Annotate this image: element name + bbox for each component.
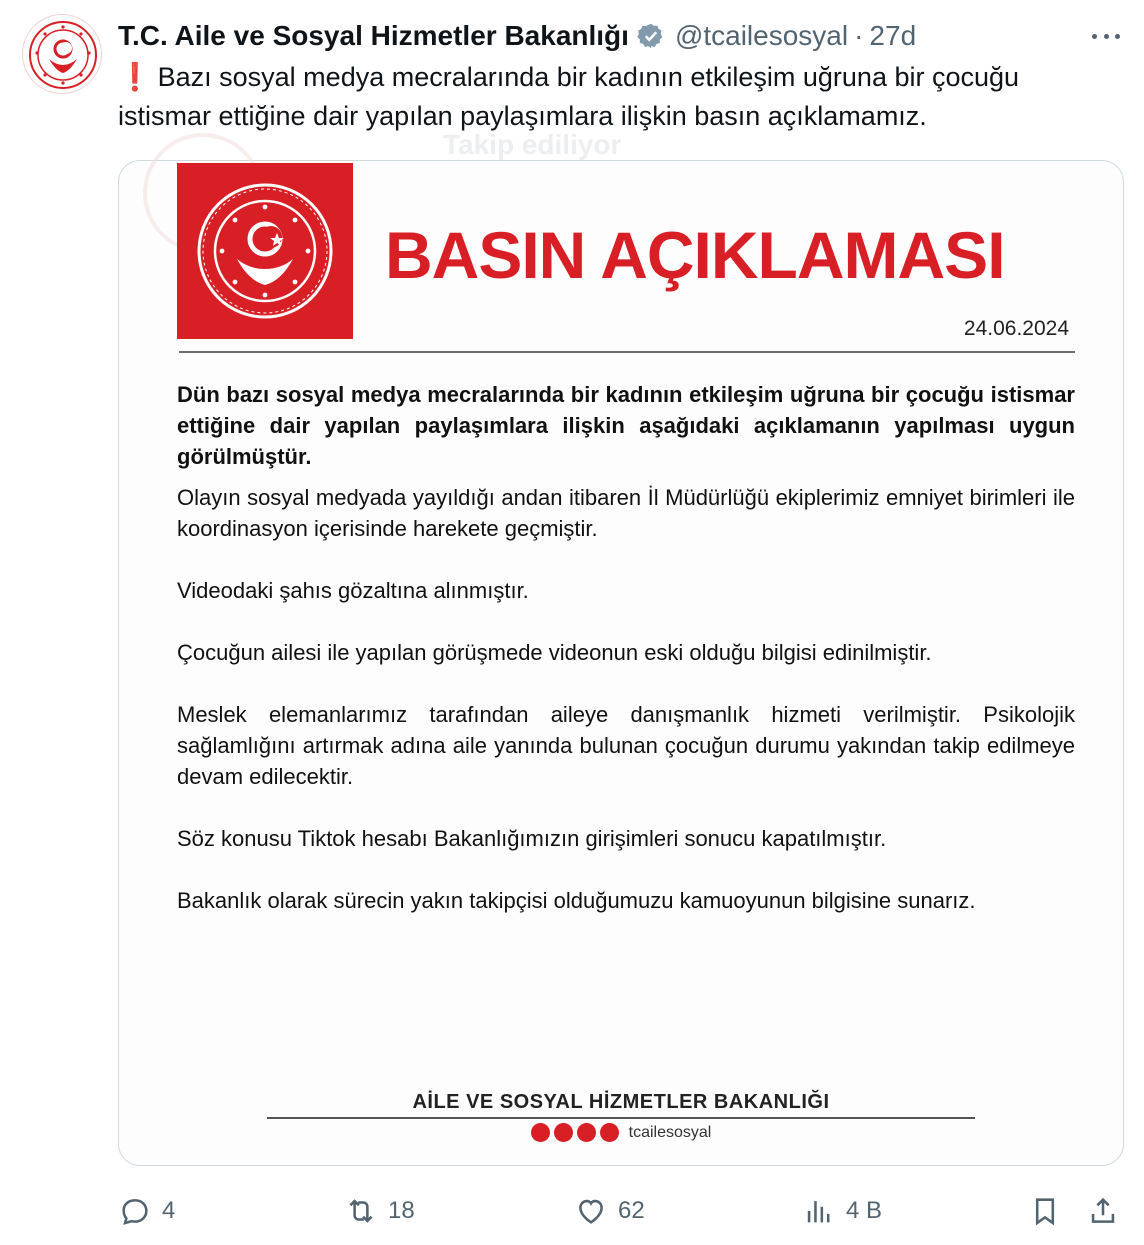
user-handle[interactable]: @tcailesosyal bbox=[674, 20, 849, 51]
paragraph: Söz konusu Tiktok hesabı Bakanlığımızın girişimleri sonucu kapatılmıştır. bbox=[177, 826, 887, 851]
press-release-title: BASIN AÇIKLAMASI bbox=[385, 218, 1005, 292]
reply-count: 4 bbox=[162, 1197, 176, 1224]
tweet-header bbox=[118, 18, 1124, 54]
views-count: 4 B bbox=[846, 1197, 883, 1224]
paragraph: Olayın sosyal medyada yayıldığı andan itibaren İl Müdürlüğü ekiplerimiz emniyet birimleri ile koordinasyon içerisinde harekete geçmiştir. bbox=[177, 485, 1075, 541]
x-icon bbox=[600, 1123, 619, 1142]
tweet-timestamp[interactable]: 27d bbox=[869, 20, 917, 51]
verified-icon bbox=[637, 22, 665, 50]
divider bbox=[267, 1117, 975, 1119]
like-count: 62 bbox=[618, 1197, 645, 1224]
tweet-body: Bazı sosyal medya mecralarında bir kadının etkileşim uğruna bir çocuğu istismar ettiğine dair yapılan paylaşımlara ilişkin basın açıklamamız. bbox=[118, 62, 1020, 131]
ghost-follow-label: Takip ediliyor bbox=[443, 129, 622, 160]
more-icon[interactable] bbox=[1088, 22, 1124, 50]
share-icon bbox=[1086, 1194, 1120, 1228]
like-icon bbox=[574, 1194, 608, 1228]
tweet-actions bbox=[118, 1190, 1124, 1232]
divider bbox=[179, 351, 1075, 353]
paragraph: Bakanlık olarak sürecin yakın takipçisi olduğumuzu kamuoyunun bilgisine sunarız. bbox=[177, 888, 976, 913]
press-release-date: 24.06.2024 bbox=[963, 317, 1069, 340]
repost-button[interactable] bbox=[344, 1194, 415, 1228]
exclamation-icon: ❗ bbox=[118, 62, 152, 92]
press-logo bbox=[177, 163, 353, 339]
press-footer-org: AİLE VE SOSYAL HİZMETLER BAKANLIĞI bbox=[412, 1091, 830, 1113]
display-name[interactable]: T.C. Aile ve Sosyal Hizmetler Bakanlığı bbox=[118, 20, 629, 51]
share-button[interactable] bbox=[1086, 1194, 1120, 1228]
facebook-icon bbox=[554, 1123, 573, 1142]
press-footer-social bbox=[119, 1123, 1123, 1142]
press-release-body bbox=[177, 379, 1075, 916]
reply-button[interactable] bbox=[118, 1194, 175, 1228]
tweet-media[interactable] bbox=[118, 129, 1124, 1166]
tweet-text bbox=[118, 58, 1118, 136]
ministry-logo-icon bbox=[23, 15, 103, 95]
paragraph: Meslek elemanlarımız tarafından aileye danışmanlık hizmeti verilmiştir. Psikolojik sağlamlığını artırmak adına aile yanında bulunan çocuğun durumu yakından takip edilmeye devam edilecektir. bbox=[177, 702, 1075, 789]
paragraph: Çocuğun ailesi ile yapılan görüşmede videonun eski olduğu bilgisi edinilmiştir. bbox=[177, 640, 932, 665]
paragraph: Videodaki şahıs gözaltına alınmıştır. bbox=[177, 578, 529, 603]
bookmark-button[interactable] bbox=[1028, 1194, 1062, 1228]
reply-icon bbox=[118, 1194, 152, 1228]
paragraph: Dün bazı sosyal medya mecralarında bir kadının etkileşim uğruna bir çocuğu istismar ettiğine dair yapılan paylaşımlara ilişkin aşağıdaki açıklamanın yapılması uygun görülmüştür. bbox=[177, 382, 1075, 469]
ministry-seal-icon bbox=[191, 177, 339, 325]
separator-dot: · bbox=[854, 20, 864, 51]
repost-count: 18 bbox=[388, 1197, 415, 1224]
youtube-icon bbox=[531, 1123, 550, 1142]
bookmark-icon bbox=[1028, 1194, 1062, 1228]
instagram-icon bbox=[577, 1123, 596, 1142]
repost-icon bbox=[344, 1194, 378, 1228]
views-icon bbox=[802, 1194, 836, 1228]
like-button[interactable] bbox=[574, 1194, 645, 1228]
footer-handle: tcailesosyal bbox=[628, 1123, 712, 1141]
avatar[interactable] bbox=[22, 14, 102, 94]
views-button[interactable] bbox=[802, 1194, 882, 1228]
